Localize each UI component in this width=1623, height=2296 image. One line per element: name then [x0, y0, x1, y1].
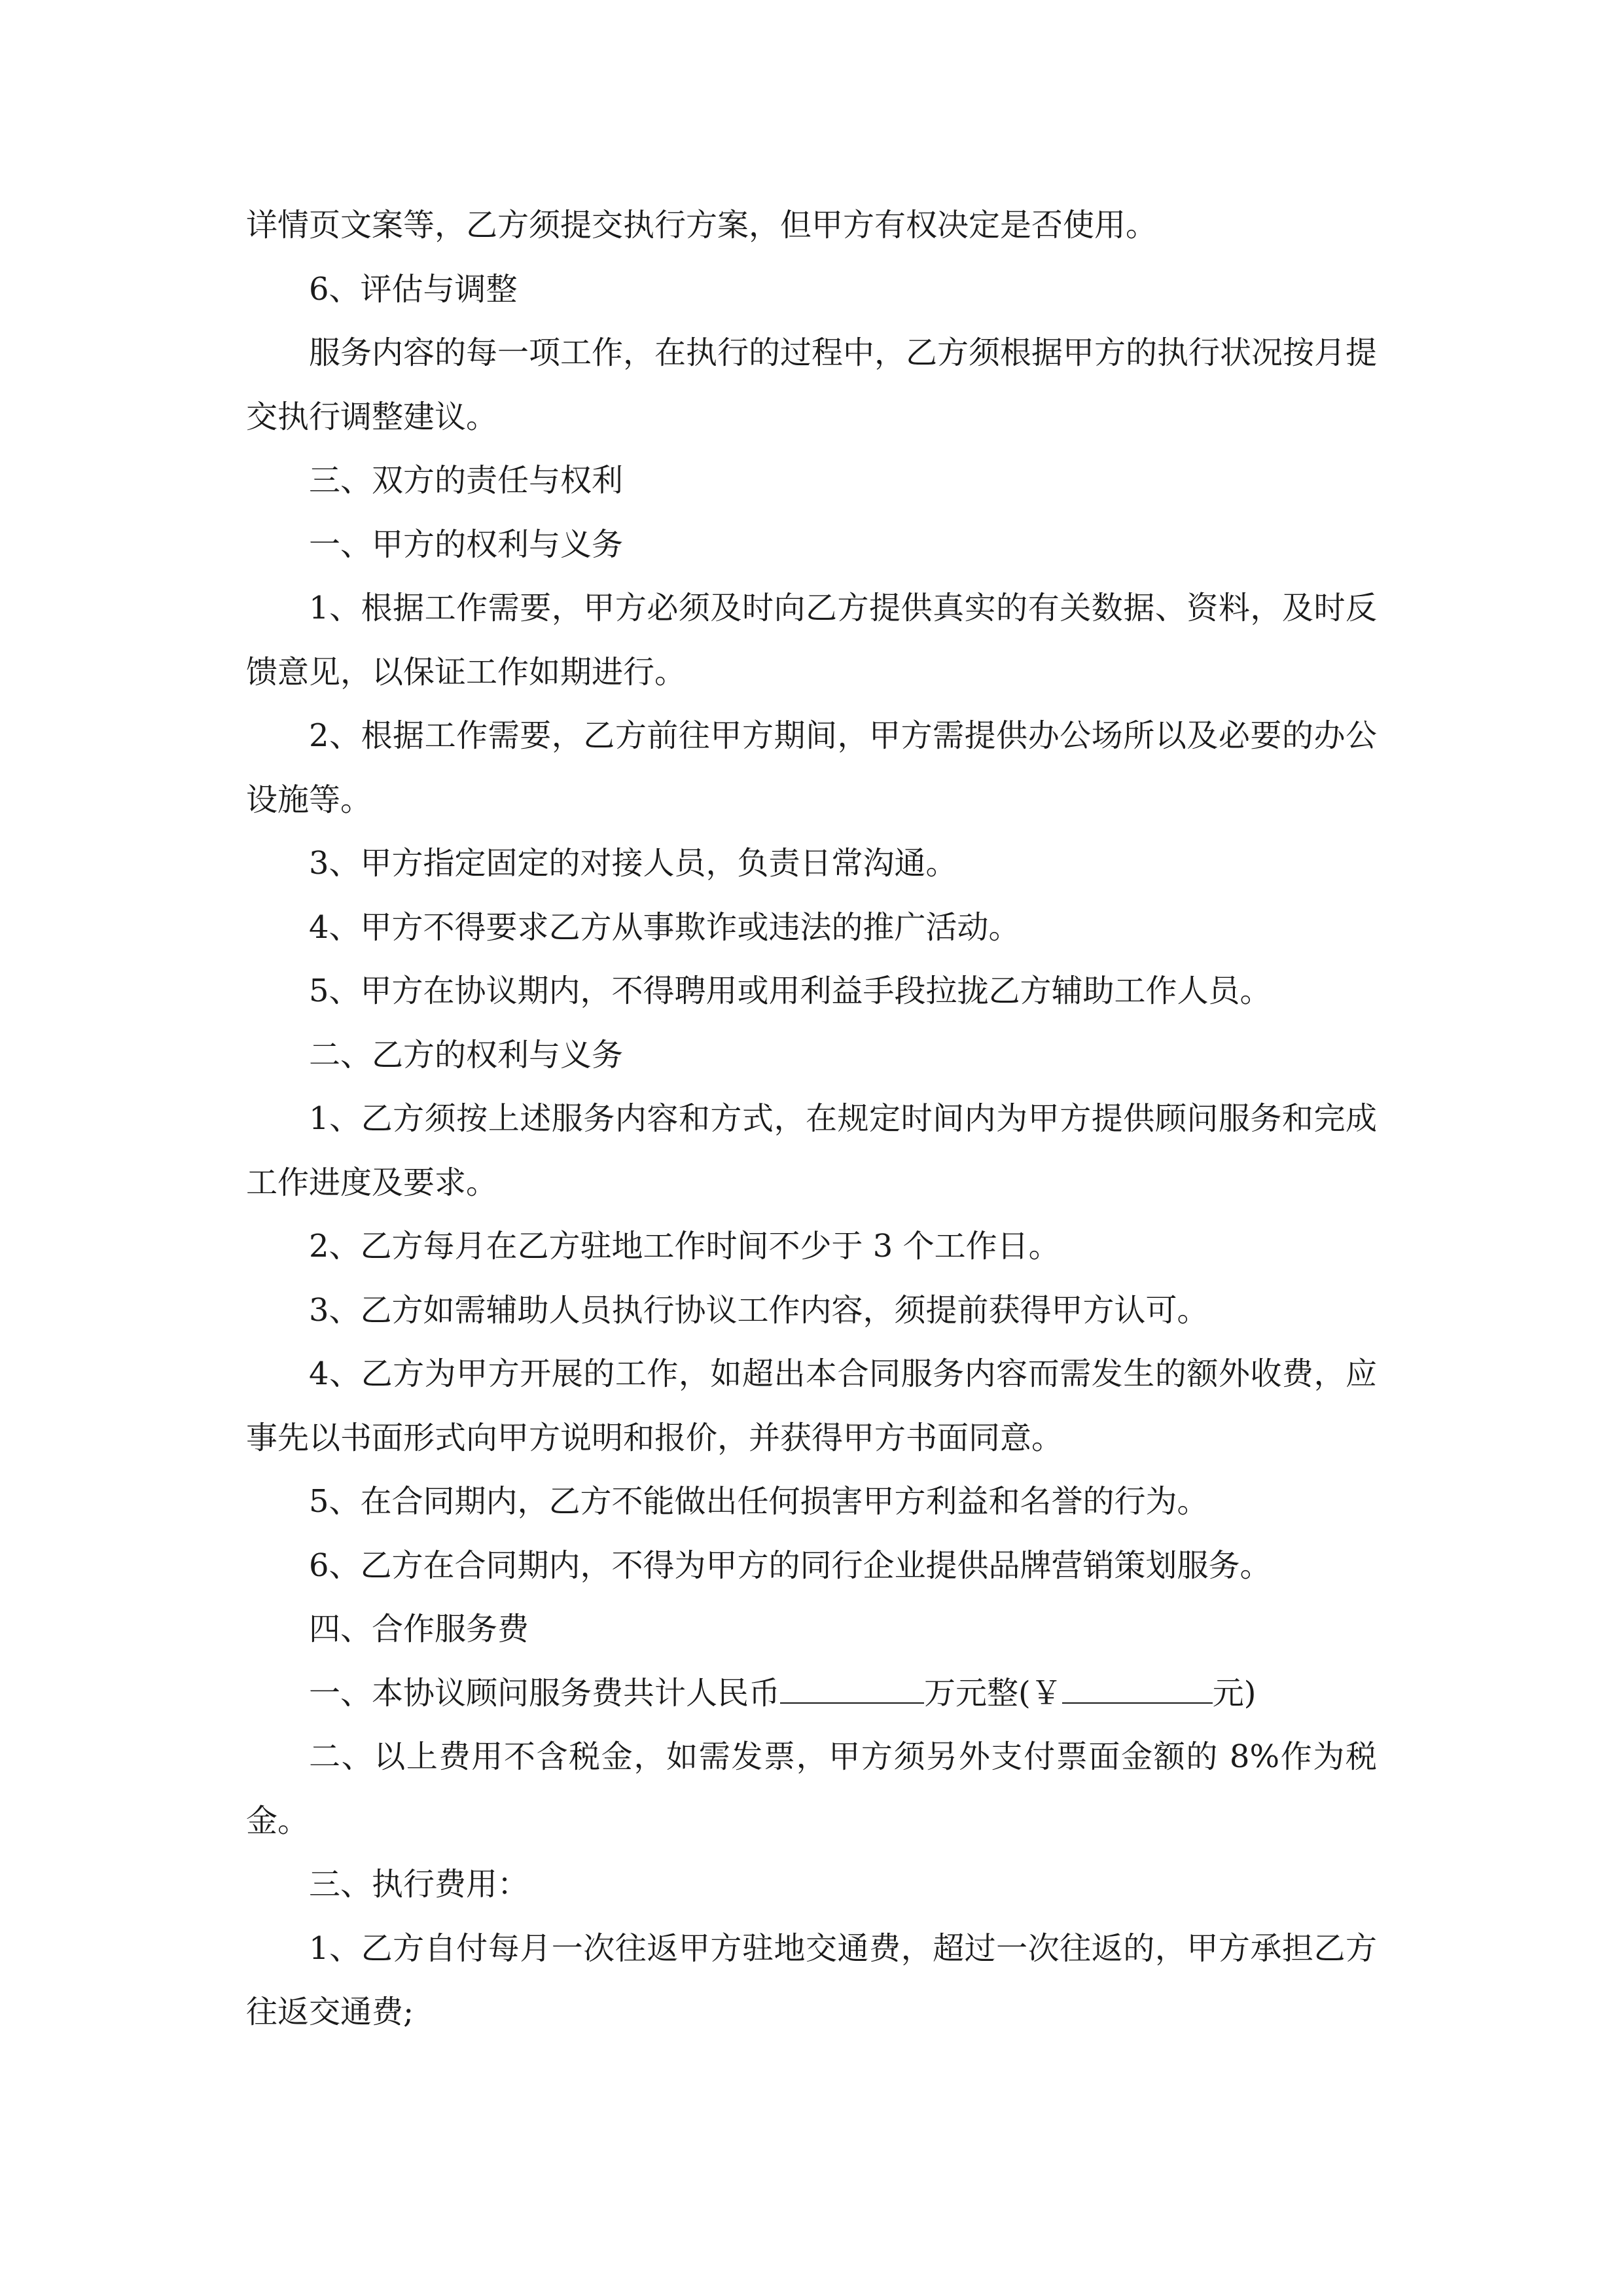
party-b-item-1: 1、乙方须按上述服务内容和方式，在规定时间内为甲方提供顾问服务和完成工作进度及要求。 [246, 1100, 1377, 1201]
party-b-item-5: 5、在合同期内，乙方不能做出任何损害甲方利益和名誉的行为。 [309, 1483, 1209, 1520]
subheading-party-b-rights: 二、乙方的权利与义务 [309, 1036, 624, 1073]
party-b-item-3: 3、乙方如需辅助人员执行协议工作内容，须提前获得甲方认可。 [309, 1291, 1209, 1329]
paragraph-continuation: 详情页文案等，乙方须提交执行方案，但甲方有权决定是否使用。 [246, 207, 1158, 243]
party-a-item-3: 3、甲方指定固定的对接人员，负责日常沟通。 [309, 845, 957, 882]
document-body [246, 194, 1377, 2045]
heading-evaluation-adjustment: 6、评估与调整 [309, 270, 518, 308]
execution-cost-item-1: 1、乙方自付每月一次往返甲方驻地交通费，超过一次往返的，甲方承担乙方往返交通费; [246, 1929, 1377, 2030]
party-b-item-4: 4、乙方为甲方开展的工作，如超出本合同服务内容而需发生的额外收费，应事先以书面形式向甲方说明和报价，并获得甲方书面同意。 [246, 1355, 1377, 1456]
section-heading-responsibilities: 三、双方的责任与权利 [309, 462, 624, 499]
fee-tax-clause: 二、以上费用不含税金，如需发票，甲方须另外支付票面金额的 8%作为税金。 [246, 1738, 1377, 1839]
party-b-item-6: 6、乙方在合同期内，不得为甲方的同行企业提供品牌营销策划服务。 [309, 1547, 1272, 1584]
party-b-item-2: 2、乙方每月在乙方驻地工作时间不少于 3 个工作日。 [309, 1228, 1060, 1265]
fee-line [246, 1662, 1377, 1726]
fee-line-prefix: 一、本协议顾问服务费共计人民币 [309, 1674, 781, 1712]
party-a-item-4: 4、甲方不得要求乙方从事欺诈或违法的推广活动。 [309, 908, 1020, 946]
fee-line-suffix: 元) [1212, 1674, 1257, 1712]
paragraph-evaluation-body: 服务内容的每一项工作，在执行的过程中，乙方须根据甲方的执行状况按月提交执行调整建议。 [246, 334, 1378, 435]
section-heading-service-fee: 四、合作服务费 [309, 1611, 529, 1647]
fee-yuan-blank[interactable] [1062, 1676, 1213, 1704]
subheading-execution-costs: 三、执行费用： [309, 1866, 529, 1903]
fee-line-middle: 万元整(￥ [924, 1674, 1062, 1712]
party-a-item-2: 2、根据工作需要，乙方前往甲方期间，甲方需提供办公场所以及必要的办公设施等。 [246, 717, 1377, 818]
subheading-party-a-rights: 一、甲方的权利与义务 [309, 526, 624, 563]
fee-amount-blank[interactable] [780, 1676, 924, 1704]
party-a-item-5: 5、甲方在协议期内，不得聘用或用利益手段拉拢乙方辅助工作人员。 [309, 973, 1272, 1009]
party-a-item-1: 1、根据工作需要，甲方必须及时向乙方提供真实的有关数据、资料，及时反馈意见，以保证工作如期进行。 [246, 590, 1377, 691]
